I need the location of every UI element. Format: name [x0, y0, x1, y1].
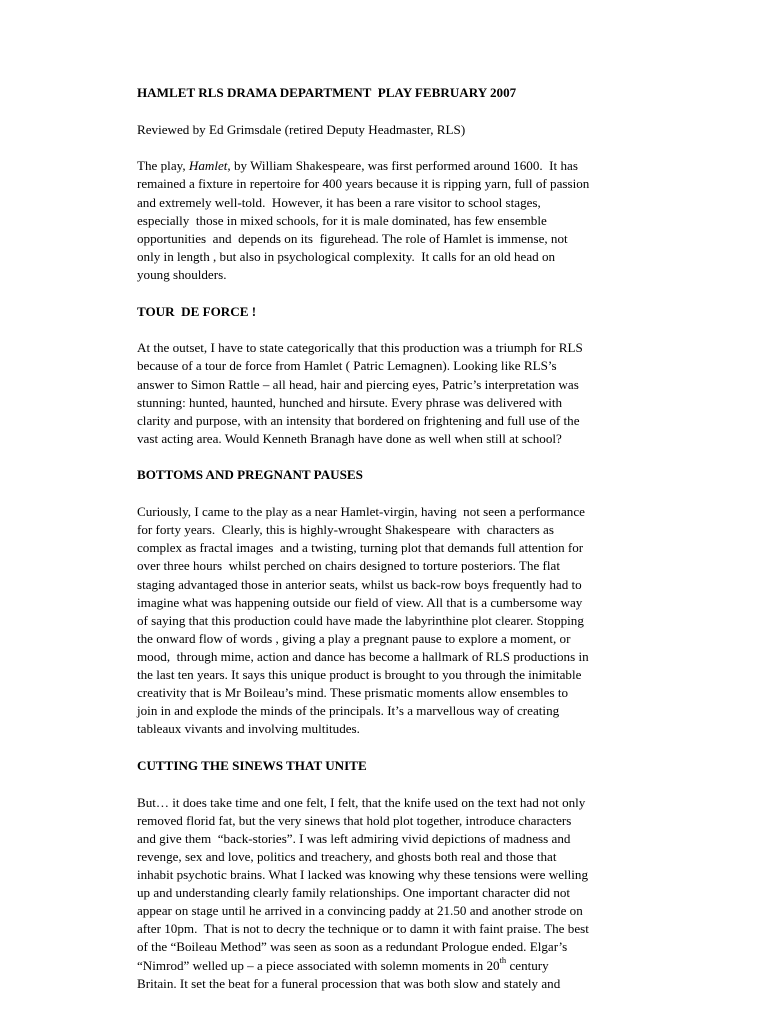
- spacer: [137, 738, 637, 757]
- paragraph-line: and give them “back-stories”. I was left admiring vivid depictions of madness and: [137, 830, 571, 846]
- paragraph-line: imagine what was happening outside our field of view. All that is a cumbersome way: [137, 594, 583, 610]
- paragraph-line: remained a fixture in repertoire for 400 years because it is ripping yarn, full of passion: [137, 176, 590, 192]
- spacer: [137, 448, 637, 467]
- paragraph-line: Britain. It set the beat for a funeral procession that was both slow and stately and: [137, 975, 561, 991]
- spacer: [137, 139, 637, 158]
- paragraph-line: removed florid fat, but the very sinews that hold plot together, introduce characters: [137, 812, 572, 828]
- text-run: century: [506, 957, 549, 973]
- text-run: The play,: [137, 158, 189, 174]
- section-heading: BOTTOMS AND PREGNANT PAUSES: [137, 467, 363, 483]
- paragraph-line: [137, 157, 637, 175]
- paragraph-line: after 10pm. That is not to decry the technique or to damn it with faint praise. The best: [137, 921, 589, 937]
- paragraph-line: up and understanding clearly family relationships. One important character did not: [137, 885, 571, 901]
- section-paragraph: [137, 503, 637, 738]
- paragraph-line: revenge, sex and love, politics and treachery, and ghosts both real and those that: [137, 848, 557, 864]
- byline: Reviewed by Ed Grimsdale (retired Deputy Headmaster, RLS): [137, 121, 466, 137]
- paragraph-line: over three hours whilst perched on chairs designed to torture posteriors. The flat: [137, 558, 561, 574]
- spacer: [137, 775, 637, 794]
- paragraph-line: vast acting area. Would Kenneth Branagh have done as well when still at school?: [137, 430, 562, 446]
- text-run: “Nimrod” welled up – a piece associated with solemn moments in 20: [137, 957, 500, 973]
- spacer: [137, 284, 637, 303]
- paragraph-line: opportunities and depends on its figurehead. The role of Hamlet is immense, not: [137, 230, 568, 246]
- paragraph-line: appear on stage until he arrived in a convincing paddy at 21.50 and another strode on: [137, 903, 583, 919]
- document-title: HAMLET RLS DRAMA DEPARTMENT PLAY FEBRUARY 2007: [137, 85, 517, 100]
- paragraph-line: of saying that this production could have made the labyrinthine plot clearer. Stopping: [137, 612, 584, 628]
- section-paragraph: [137, 794, 637, 993]
- intro-paragraph: [137, 157, 637, 284]
- paragraph-line: only in length , but also in psychological complexity. It calls for an old head on: [137, 248, 556, 264]
- spacer: [137, 321, 637, 340]
- text-run: , by William Shakespeare, was first performed around 1600. It has: [227, 158, 578, 174]
- paragraph-line: the last ten years. It says this unique product is brought to you through the inimitable: [137, 667, 582, 682]
- paragraph-line: [137, 957, 637, 975]
- ordinal-superscript: th: [499, 955, 507, 966]
- paragraph-line: creativity that is Mr Boileau’s mind. These prismatic moments allow ensembles to: [137, 685, 569, 701]
- paragraph-line: of the “Boileau Method” was seen as soon as a redundant Prologue ended. Elgar’s: [137, 939, 568, 955]
- paragraph-line: because of a tour de force from Hamlet ( Patric Lemagnen). Looking like RLS’s: [137, 358, 557, 374]
- play-title-italic: Hamlet: [188, 158, 228, 174]
- document-page: [137, 84, 637, 993]
- section-paragraph: [137, 339, 637, 448]
- paragraph-line: young shoulders.: [137, 266, 227, 282]
- paragraph-line: the onward flow of words , giving a play a pregnant pause to explore a moment, or: [137, 630, 571, 646]
- paragraph-line: and extremely well-told. However, it has been a rare visitor to school stages,: [137, 194, 541, 210]
- paragraph-line: join in and explode the minds of the principals. It’s a marvellous way of creating: [137, 703, 560, 719]
- paragraph-line: answer to Simon Rattle – all head, hair and piercing eyes, Patric’s interpretation was: [137, 376, 579, 392]
- spacer: [137, 485, 637, 504]
- paragraph-line: for forty years. Clearly, this is highly-wrought Shakespeare with characters as: [137, 522, 554, 538]
- paragraph-line: inhabit psychotic brains. What I lacked was knowing why these tensions were welling: [137, 867, 589, 883]
- section-heading: CUTTING THE SINEWS THAT UNITE: [137, 757, 367, 773]
- section-heading: TOUR DE FORCE !: [137, 303, 257, 319]
- paragraph-line: complex as fractal images and a twisting, turning plot that demands full attention for: [137, 540, 584, 556]
- paragraph-line: clarity and purpose, with an intensity that bordered on frightening and full use of the: [137, 412, 580, 428]
- paragraph-line: stunning: hunted, haunted, hunched and hirsute. Every phrase was delivered with: [137, 394, 563, 410]
- paragraph-line: tableaux vivants and involving multitudes.: [137, 721, 360, 737]
- paragraph-line: Curiously, I came to the play as a near Hamlet-virgin, having not seen a performance: [137, 504, 585, 520]
- paragraph-line: At the outset, I have to state categorically that this production was a triumph for RLS: [137, 340, 583, 356]
- spacer: [137, 102, 637, 121]
- paragraph-line: especially those in mixed schools, for it is male dominated, has few ensemble: [137, 212, 547, 228]
- paragraph-line: staging advantaged those in anterior seats, whilst us back-row boys frequently had to: [137, 576, 582, 592]
- paragraph-line: But… it does take time and one felt, I felt, that the knife used on the text had not only: [137, 794, 586, 810]
- paragraph-line: mood, through mime, action and dance has become a hallmark of RLS productions in: [137, 648, 589, 664]
